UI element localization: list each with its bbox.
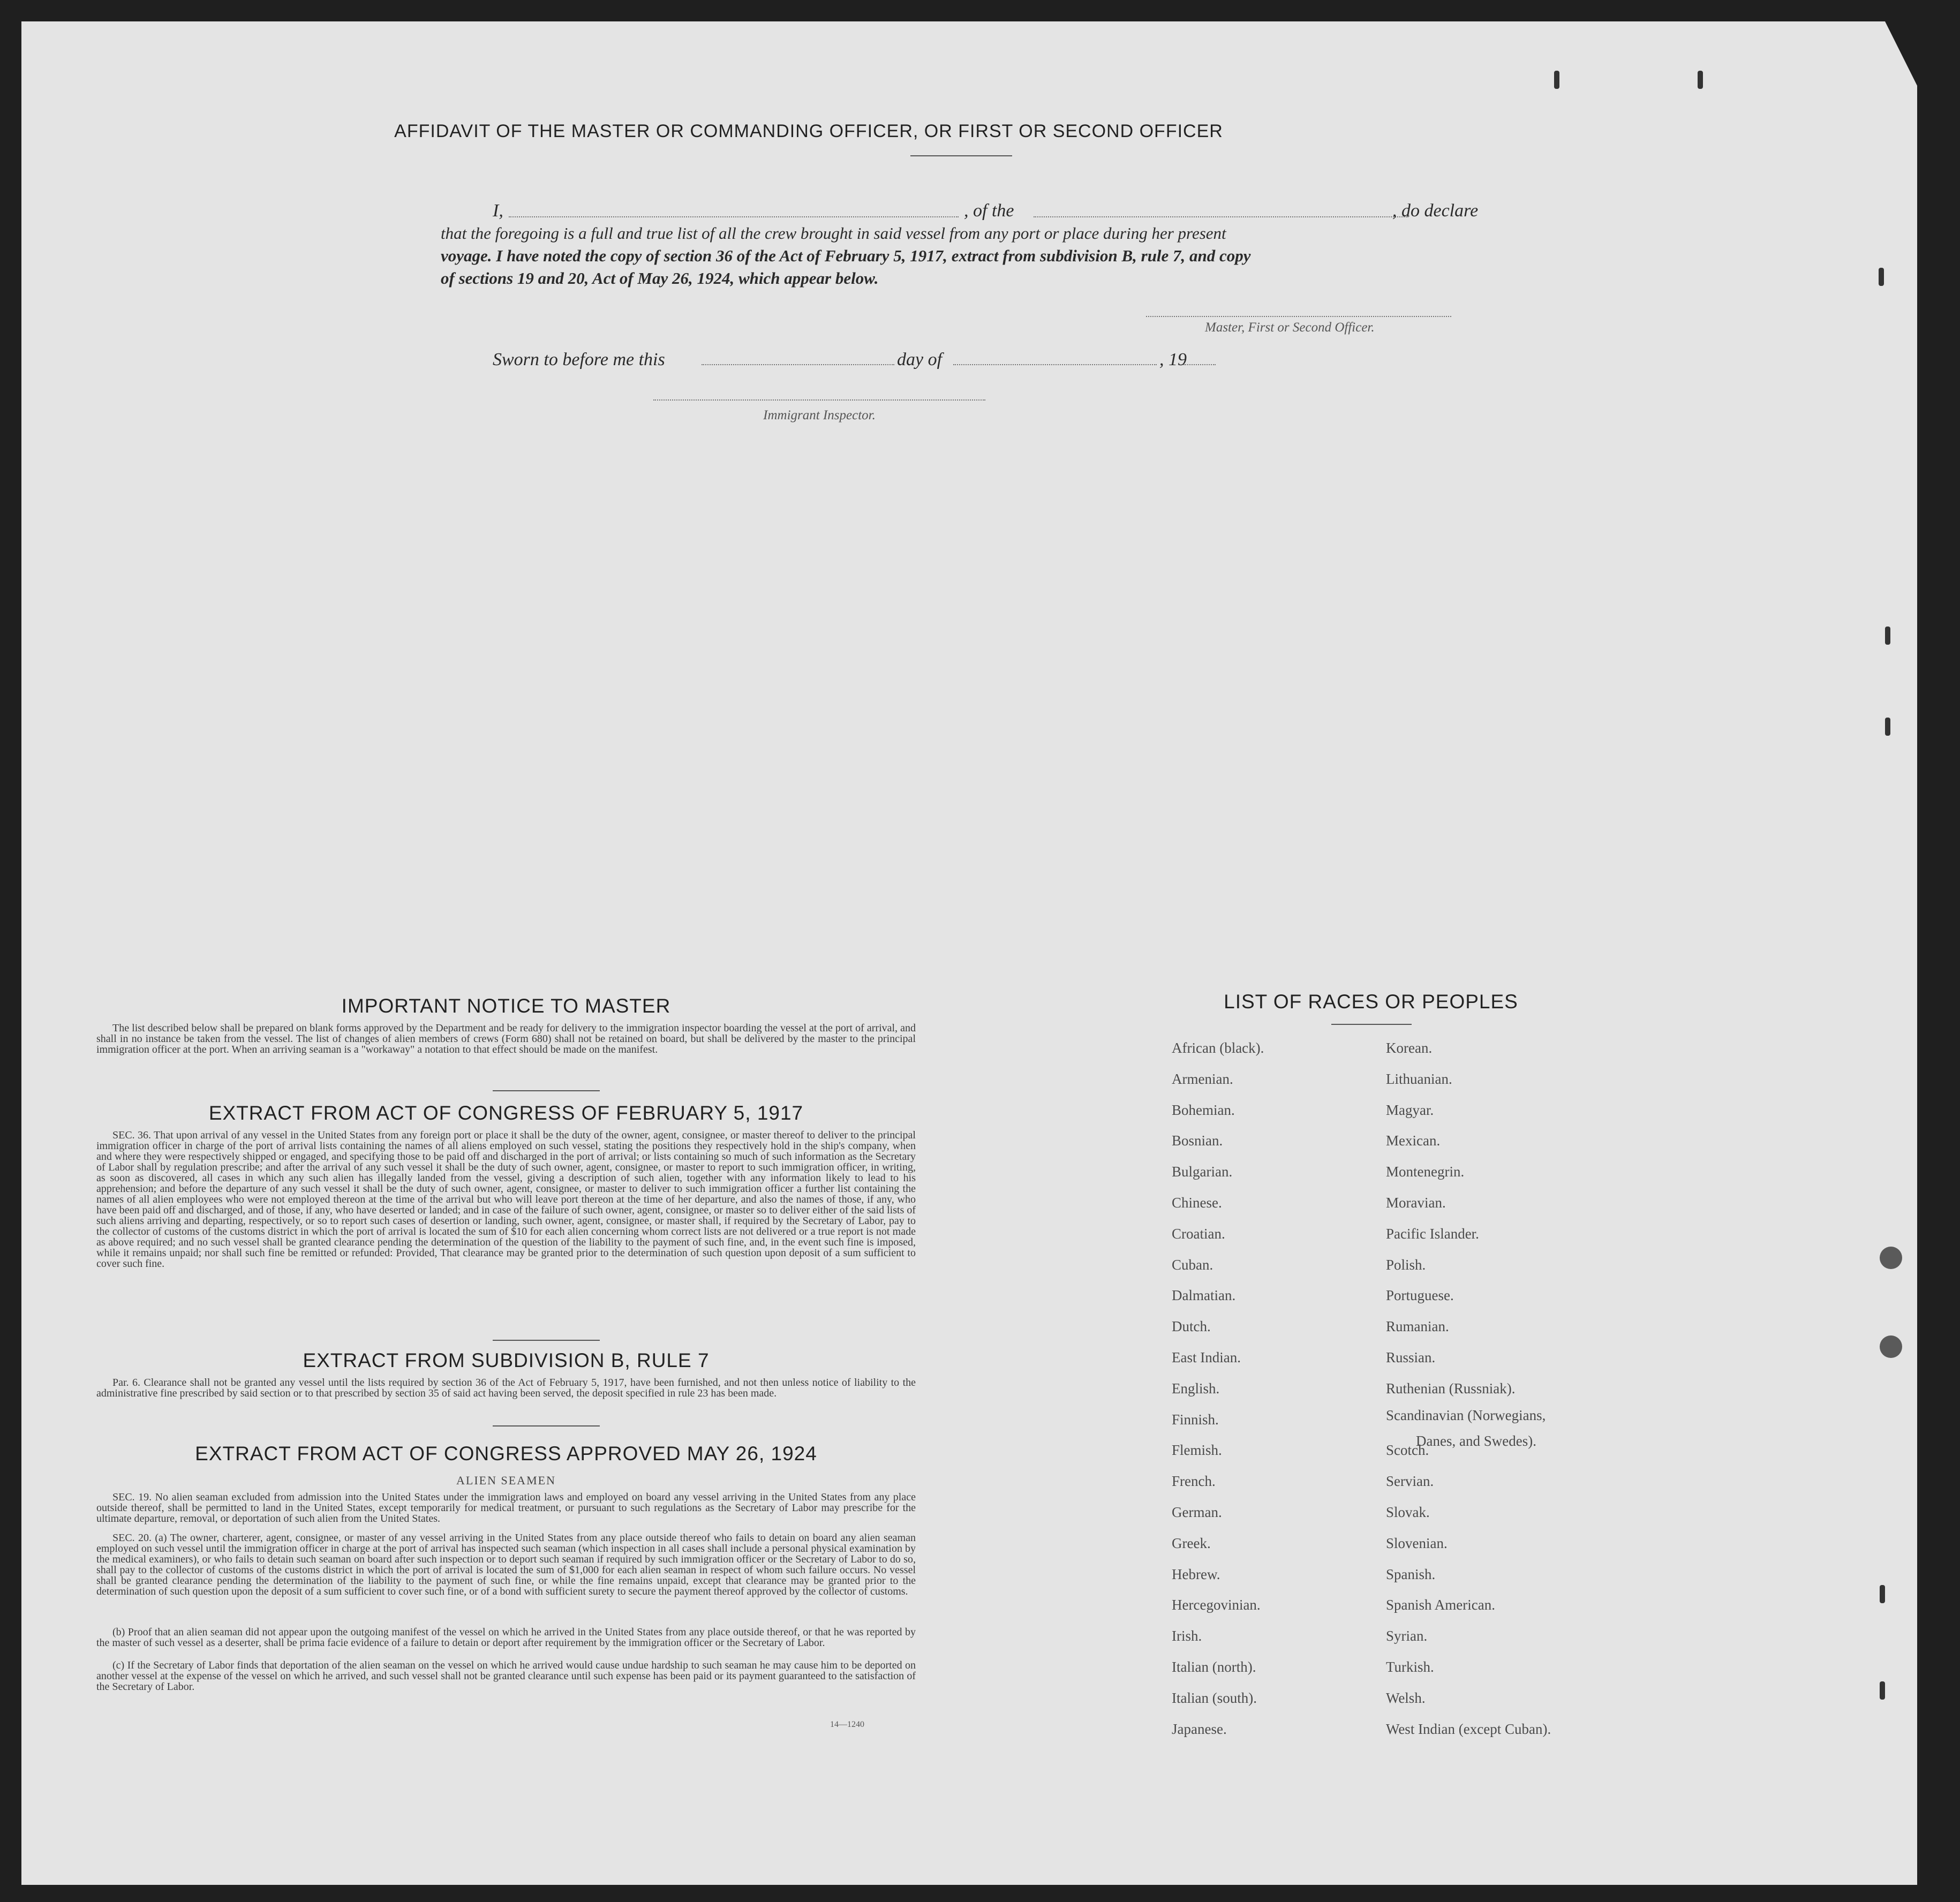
race-item: Finnish.: [1172, 1412, 1219, 1428]
sec20c-body: (c) If the Secretary of Labor finds that deportation of the alien seaman on the vessel on which he arrived would cause undue hardship to such seaman he may cause him to be deported on another vessel at the expense of the vessel on which he arrived, and such vessel shall not be granted clearance until such expense has been paid or its payment guaranteed to the satisfaction of the Secretary of Labor.: [96, 1659, 916, 1693]
race-item: Irish.: [1172, 1628, 1202, 1644]
notice-title: IMPORTANT NOTICE TO MASTER: [341, 995, 671, 1017]
alien-seamen-subtitle: ALIEN SEAMEN: [456, 1474, 556, 1487]
punch-hole: [1880, 1247, 1902, 1269]
edge-mark: [1698, 71, 1703, 89]
race-item: Ruthenian (Russniak).: [1386, 1380, 1516, 1397]
divider: [493, 1340, 600, 1341]
race-item: Scotch.: [1386, 1442, 1429, 1458]
race-item: German.: [1172, 1504, 1222, 1520]
race-item: Greek.: [1172, 1535, 1211, 1551]
race-item: Polish.: [1386, 1257, 1426, 1273]
extract-1924-title: EXTRACT FROM ACT OF CONGRESS APPROVED MAY 26, 1924: [195, 1443, 817, 1465]
month-blank: [953, 364, 1157, 365]
notice-body: The list described below shall be prepared on blank forms approved by the Department and be ready for delivery to the immigration inspector boarding the vessel at the port of arrival, and shall in no instance be taken from the vessel. The list of changes of alien members of crews (Form 680) shall not be retained on board, but shall be delivered by the master to the principal immigration officer at the port. When an arriving seaman is a "workaway" a notation to that effect should be made on the manifest.: [96, 1022, 916, 1055]
race-item: Bulgarian.: [1172, 1164, 1233, 1180]
race-item: Turkish.: [1386, 1659, 1434, 1675]
race-item: Hercegovinian.: [1172, 1597, 1261, 1613]
race-item: Montenegrin.: [1386, 1164, 1465, 1180]
sec20b-body: (b) Proof that an alien seaman did not appear upon the outgoing manifest of the vessel on which he arrived in the United States from any place outside thereof, or that he was reported by the master of such vessel as a deserter, shall be prima facie evidence of a failure to detain or deport after requirement by the immigration officer or the Secretary of Labor.: [96, 1626, 916, 1649]
race-item: Bosnian.: [1172, 1133, 1223, 1149]
race-item: West Indian (except Cuban).: [1386, 1721, 1551, 1737]
race-item: Slovak.: [1386, 1504, 1430, 1520]
rule7-body: Par. 6. Clearance shall not be granted any vessel until the lists required by section 36 of the Act of February 5, 1917, have been furnished, and not then unless notice of liability to the administrative fine prescribed by said section or to that prescribed by section 35 of said act having been served, the deposit specified in rule 23 has been made.: [96, 1377, 916, 1399]
race-item: Pacific Islander.: [1386, 1226, 1479, 1242]
race-item: French.: [1172, 1473, 1216, 1489]
race-item: Rumanian.: [1386, 1318, 1449, 1334]
affidavit-line1-mid: , of the: [964, 201, 1014, 221]
name-blank: [509, 216, 959, 217]
affidavit-line1-end: , do declare: [1392, 201, 1479, 221]
race-item: East Indian.: [1172, 1349, 1241, 1365]
edge-mark: [1880, 1585, 1885, 1603]
race-item: Moravian.: [1386, 1195, 1446, 1211]
punch-hole: [1880, 1335, 1902, 1358]
extract-1917-title: EXTRACT FROM ACT OF CONGRESS OF FEBRUARY 5, 1917: [208, 1102, 804, 1124]
page-curl: [1885, 21, 1917, 86]
edge-mark: [1885, 627, 1890, 645]
inspector-signature-line: [653, 399, 985, 401]
race-item: Syrian.: [1386, 1628, 1428, 1644]
edge-mark: [1554, 71, 1559, 89]
race-item: Bohemian.: [1172, 1102, 1235, 1118]
form-number: 14—1240: [830, 1720, 864, 1729]
divider: [910, 155, 1012, 156]
race-item: Italian (south).: [1172, 1690, 1257, 1706]
sec19-body: SEC. 19. No alien seaman excluded from admission into the United States under the immigration laws and employed on board any vessel arriving in the United States from any place outside thereof, shall be permitted to land in the United States, except temporarily for medical treatment, or pursuant to such regulations as the Secretary of Labor may prescribe for the ultimate departure, removal, or deportation of such alien from the United States.: [96, 1491, 916, 1524]
edge-mark: [1880, 1681, 1885, 1700]
document-page: [21, 21, 1917, 1885]
race-item: Dalmatian.: [1172, 1287, 1236, 1303]
race-item: Portuguese.: [1386, 1287, 1454, 1303]
race-item: Russian.: [1386, 1349, 1436, 1365]
affidavit-title: AFFIDAVIT OF THE MASTER OR COMMANDING OFFICER, OR FIRST OR SECOND OFFICER: [394, 121, 1223, 141]
year-blank: [1183, 364, 1216, 365]
race-item: Spanish.: [1386, 1566, 1436, 1582]
race-item: Spanish American.: [1386, 1597, 1495, 1613]
affidavit-line2: that the foregoing is a full and true list of all the crew brought in said vessel from any port or place during her present: [441, 224, 1226, 243]
sworn-year: , 19: [1159, 350, 1187, 369]
race-item: Scandinavian (Norwegians,: [1386, 1407, 1546, 1423]
day-blank: [702, 364, 894, 365]
race-item: Armenian.: [1172, 1071, 1233, 1087]
sworn-label: Sworn to before me this: [493, 350, 665, 369]
race-item: Lithuanian.: [1386, 1071, 1452, 1087]
edge-mark: [1885, 718, 1890, 736]
master-signature-line: [1146, 316, 1451, 317]
race-item: Italian (north).: [1172, 1659, 1256, 1675]
race-item: Japanese.: [1172, 1721, 1227, 1737]
races-title: LIST OF RACES OR PEOPLES: [1224, 991, 1518, 1013]
affidavit-line4: of sections 19 and 20, Act of May 26, 1924, which appear below.: [441, 269, 879, 288]
race-item: Slovenian.: [1386, 1535, 1448, 1551]
divider: [1331, 1024, 1412, 1025]
race-item: African (black).: [1172, 1040, 1264, 1056]
race-item-continued: Danes, and Swedes).: [1416, 1433, 1536, 1449]
race-item: Korean.: [1386, 1040, 1433, 1056]
race-item: Flemish.: [1172, 1442, 1222, 1458]
race-item: Dutch.: [1172, 1318, 1211, 1334]
race-item: Chinese.: [1172, 1195, 1222, 1211]
edge-mark: [1879, 268, 1884, 286]
race-item: Welsh.: [1386, 1690, 1426, 1706]
inspector-signature-label: Immigrant Inspector.: [763, 408, 876, 422]
race-item: Croatian.: [1172, 1226, 1225, 1242]
rule7-title: EXTRACT FROM SUBDIVISION B, RULE 7: [303, 1349, 710, 1371]
race-item: Cuban.: [1172, 1257, 1213, 1273]
affidavit-line3: voyage. I have noted the copy of section 36 of the Act of February 5, 1917, extract from subdivision B, rule 7, and copy: [441, 246, 1251, 265]
sworn-day-of: day of: [897, 350, 943, 369]
affidavit-line1-start: I,: [493, 201, 503, 221]
divider: [493, 1425, 600, 1427]
divider: [493, 1090, 600, 1091]
race-item: Servian.: [1386, 1473, 1434, 1489]
sec20a-body: SEC. 20. (a) The owner, charterer, agent, consignee, or master of any vessel arriving in the United States from any place outside thereof who fails to detain on board any alien seaman employed on such vessel until the immigration officer in charge at the port of arrival has inspected such seaman (which inspection in all cases shall include a personal physical examination by the medical examiners), or who fails to detain such seaman on board after such inspection or to deport such seaman if required by such immigration officer or the Secretary of Labor to do so, shall pay to the collector of customs of the customs district in which the port of arrival is located the sum of $1,000 for each alien seaman in respect of whom such failure occurs. No vessel shall be granted clearance pending the determination of the liability to the payment of such fine, or while the fine remains unpaid, except that clearance may be granted prior to the determination of such question upon the deposit of a sum sufficient to cover such fine, or of a bond with sufficient surety to secure the payment thereof approved by the collector of customs.: [96, 1532, 916, 1597]
race-item: English.: [1172, 1380, 1220, 1397]
vessel-blank: [1034, 216, 1408, 217]
race-item: Hebrew.: [1172, 1566, 1220, 1582]
race-item: Mexican.: [1386, 1133, 1441, 1149]
extract-1917-body: SEC. 36. That upon arrival of any vessel in the United States from any foreign port or place it shall be the duty of the owner, agent, consignee, or master thereof to deliver to the principal immigration officer in charge of the port of arrival lists containing the names of all aliens employed on such vessel, stating the positions they respectively hold in the ship's company, when and where they were respectively shipped or engaged, and specifying those to be paid off and discharged in the port of arrival; or lists containing so much of such information as the Secretary of Labor shall by regulation prescribe; and after the arrival of any such vessel it shall be the duty of such owner, agent, consignee, or master to report to such immigration officer, in writing, as soon as discovered, all cases in which any such alien has illegally landed from the vessel, giving a description of such alien, together with any information likely to lead to his apprehension; and before the departure of any such vessel it shall be the duty of such owner, agent, consignee, or master to deliver to such immigration officer a further list containing the names of all alien employees who were not employed thereon at the time of the arrival but who will leave port thereon at the time of her departure, and also the names of those, if any, who have been paid off and discharged, and of those, if any, who have deserted or landed; and in case of the failure of such owner, agent, consignee, or master so to deliver either of the said lists of such aliens arriving and departing, respectively, or so to report such cases of desertion or landing, such owner, agent, consignee, or master shall, if required by the Secretary of Labor, pay to the collector of customs of the customs district in which the port of arrival is located the sum of $10 for each alien concerning whom correct lists are not delivered or a true report is not made as above required; and no such vessel shall be granted clearance pending the determination of the question of the liability to the payment of such fine, and, in the event such fine is imposed, while it remains unpaid; nor shall such fine be remitted or refunded: Provided, That clearance may be granted prior to the determination of such question upon deposit of a sum sufficient to cover such fine.: [96, 1129, 916, 1270]
race-item: Magyar.: [1386, 1102, 1434, 1118]
master-signature-label: Master, First or Second Officer.: [1205, 320, 1375, 335]
